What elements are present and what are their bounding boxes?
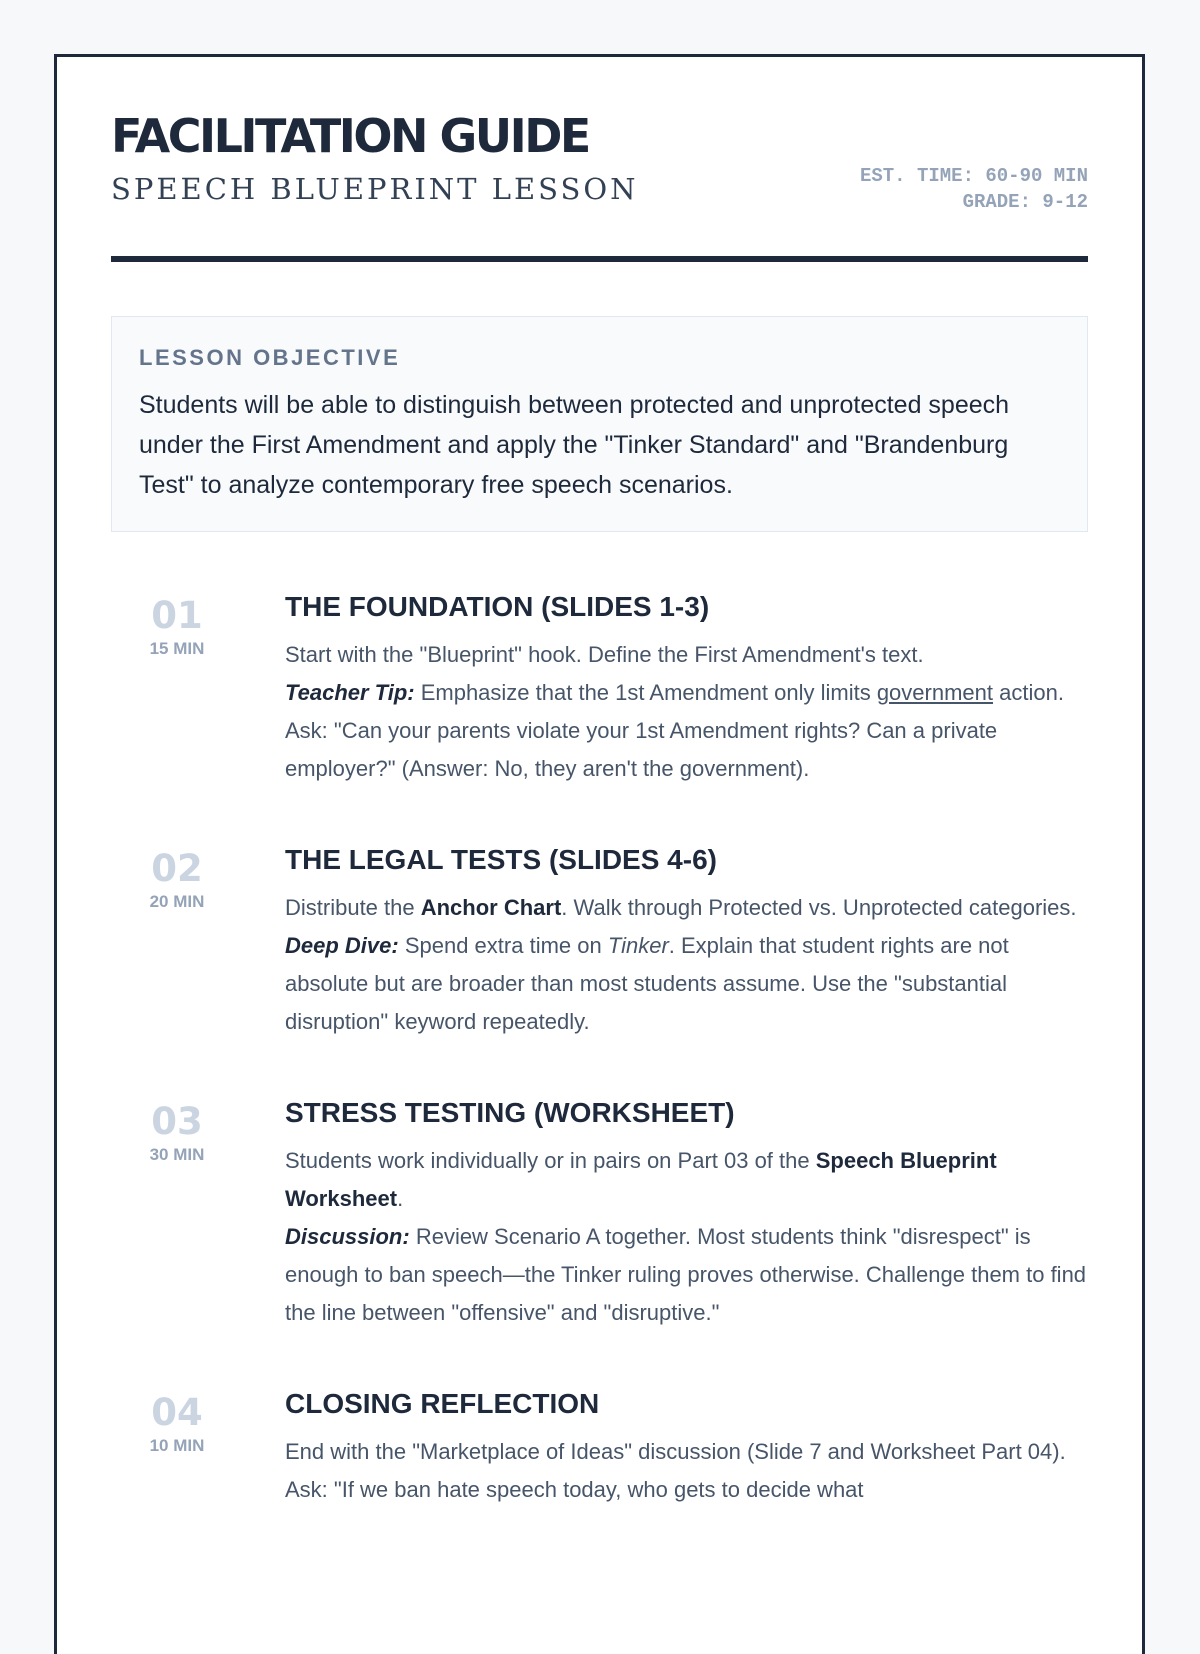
step-text (285, 889, 1088, 1041)
lesson-objective-box (111, 316, 1088, 532)
lesson-step-3 (111, 1094, 1088, 1332)
step-title: THE FOUNDATION (SLIDES 1-3) (285, 591, 710, 622)
tip-text: Review Scenario A together. Most students think "disrespect" is enough to ban speech—the Tinker ruling proves otherwise. Challenge them to find the line between "offensive" and "disruptive." (285, 1224, 1087, 1325)
step-intro: Start with the "Blueprint" hook. Define the First Amendment's text. (285, 642, 924, 667)
tip-italic-term: Tinker (607, 933, 669, 958)
step-text (285, 1433, 1088, 1509)
step-marker (111, 588, 243, 788)
step-text (285, 636, 1088, 788)
facilitation-guide-page (54, 54, 1145, 1654)
step-tip (285, 927, 1088, 1041)
page-title: FACILITATION GUIDE (111, 109, 589, 163)
step-title: CLOSING REFLECTION (285, 1388, 600, 1419)
lesson-meta (860, 163, 1088, 215)
intro-text: . (397, 1186, 404, 1211)
step-tip (285, 1218, 1088, 1332)
step-title: STRESS TESTING (WORKSHEET) (285, 1097, 735, 1128)
intro-bold-term: Anchor Chart (420, 895, 562, 920)
tip-text: action. Ask: "Can your parents violate your 1st Amendment rights? Can a private employer?" (Answer: No, they aren't the government). (285, 680, 1064, 781)
lesson-step-1 (111, 588, 1088, 788)
step-body (243, 1094, 1088, 1332)
objective-label: LESSON OBJECTIVE (139, 345, 401, 370)
intro-text: . Walk through Protected vs. Unprotected categories. (561, 895, 1077, 920)
tip-label: Discussion: (285, 1224, 410, 1249)
intro-bold-term: Speech Blueprint Worksheet (285, 1148, 997, 1211)
guide-header (111, 57, 1088, 262)
step-number: 02 (151, 847, 203, 890)
page-subtitle: SPEECH BLUEPRINT LESSON (111, 172, 639, 206)
step-intro (285, 889, 1088, 927)
step-intro (285, 1142, 1088, 1218)
intro-text: Students work individually or in pairs on Part 03 of the (285, 1148, 816, 1173)
grade-level: GRADE: 9-12 (962, 191, 1088, 213)
objective-text: Students will be able to distinguish between protected and unprotected speech under the First Amendment and apply the "Tinker Standard" and "Brandenburg Test" to analyze contemporary free speech scenarios. (139, 391, 1010, 499)
step-title: THE LEGAL TESTS (SLIDES 4-6) (285, 844, 717, 875)
step-body (243, 841, 1088, 1041)
step-number: 01 (151, 594, 203, 637)
tip-underlined-term: government (876, 680, 993, 705)
step-number: 04 (151, 1391, 203, 1434)
step-body (243, 1385, 1088, 1509)
step-duration: 10 MIN (149, 1436, 205, 1455)
step-text (285, 1142, 1088, 1332)
tip-label: Teacher Tip: (285, 680, 415, 705)
tip-text: . Explain that student rights are not absolute but are broader than most students assume. Use the "substantial disruption" keyword repeatedly. (285, 933, 1009, 1034)
tip-text: Spend extra time on (398, 933, 608, 958)
step-number: 03 (151, 1100, 203, 1143)
intro-text: Distribute the (285, 895, 421, 920)
lesson-step-2 (111, 841, 1088, 1041)
estimated-time: EST. TIME: 60-90 MIN (859, 165, 1088, 187)
step-marker (111, 841, 243, 1041)
tip-text: Emphasize that the 1st Amendment only limits (414, 680, 877, 705)
lesson-steps (111, 588, 1088, 1509)
step-marker (111, 1385, 243, 1509)
step-tip (285, 674, 1088, 788)
step-marker (111, 1094, 243, 1332)
step-duration: 15 MIN (149, 639, 205, 658)
step-duration: 30 MIN (149, 1145, 205, 1164)
step-body (243, 588, 1088, 788)
lesson-step-4 (111, 1385, 1088, 1509)
step-duration: 20 MIN (149, 892, 205, 911)
tip-label: Deep Dive: (285, 933, 399, 958)
step-intro: End with the "Marketplace of Ideas" discussion (Slide 7 and Worksheet Part 04). Ask: "If we ban hate speech today, who gets to decide what (285, 1439, 1066, 1502)
